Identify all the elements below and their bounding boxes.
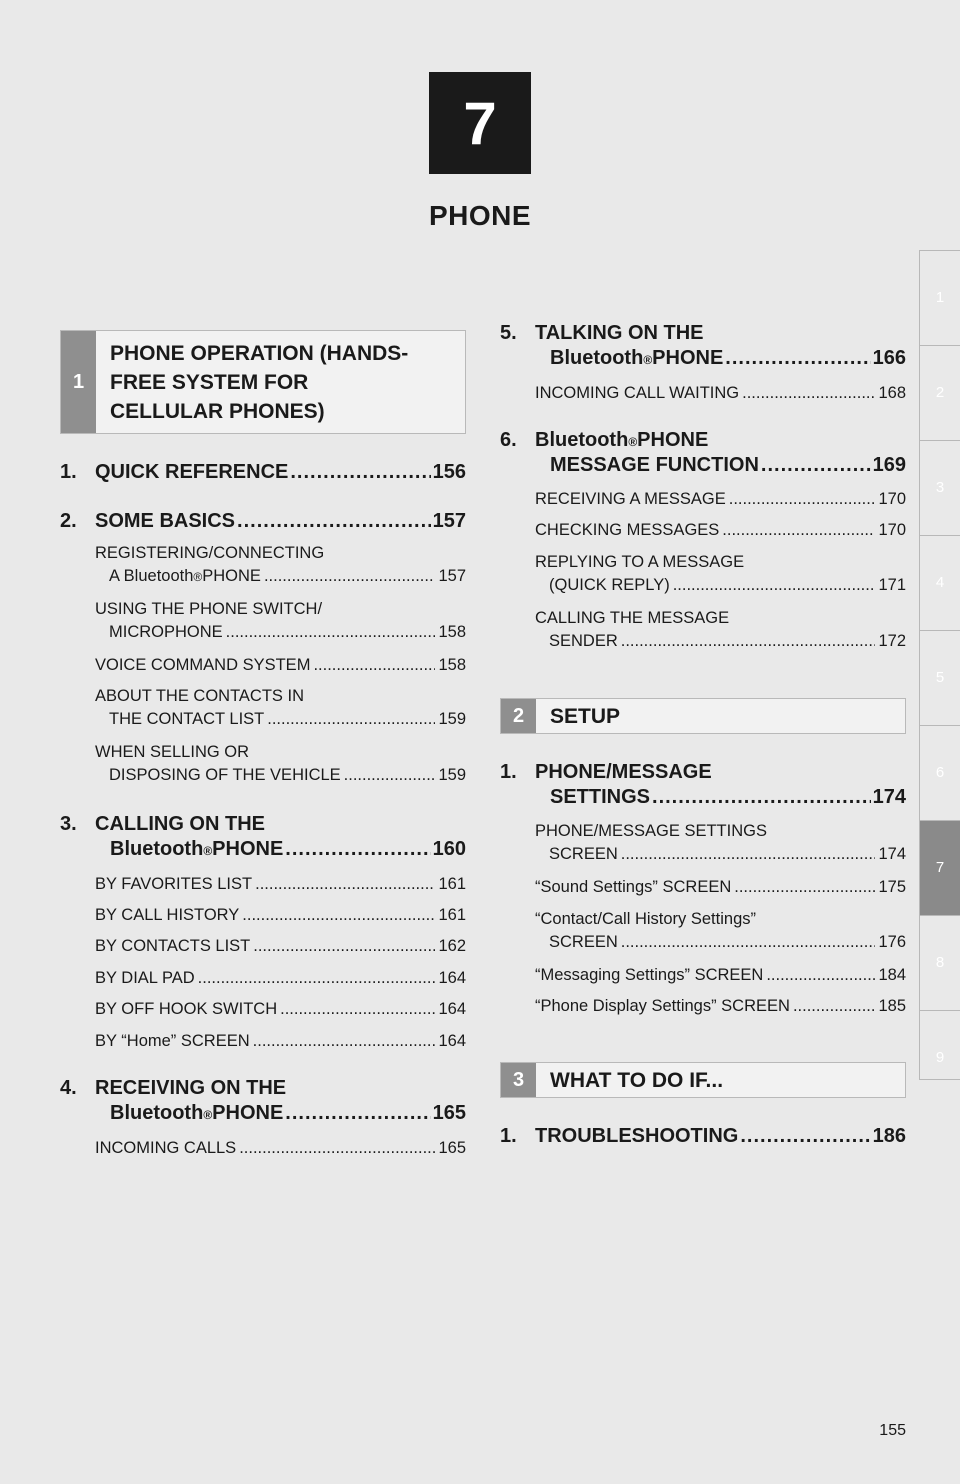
toc-sub-call-waiting[interactable]: INCOMING CALL WAITING ..... 168 bbox=[500, 384, 906, 403]
toc-sub-settings-screen[interactable]: PHONE/MESSAGE SETTINGS SCREEN ..... 174 bbox=[500, 822, 906, 864]
toc-entry-some-basics[interactable]: 2. SOME BASICS ..... 157 bbox=[60, 510, 466, 533]
section-title: PHONE OPERATION (HANDS- FREE SYSTEM FOR CELLULAR PHONES) bbox=[110, 341, 409, 423]
section-number: 3 bbox=[501, 1063, 536, 1097]
side-tab-7[interactable]: 7 bbox=[919, 820, 960, 915]
toc-sub-call-history[interactable]: BY CALL HISTORY ..... 161 bbox=[60, 906, 466, 925]
toc-sub-sound-settings[interactable]: “Sound Settings” SCREEN ..... 175 bbox=[500, 878, 906, 897]
section-title: WHAT TO DO IF... bbox=[550, 1068, 724, 1092]
toc-entry-quick-reference[interactable]: 1. QUICK REFERENCE ..... 156 bbox=[60, 461, 466, 484]
toc-sub-phone-switch[interactable]: USING THE PHONE SWITCH/ MICROPHONE ..... 158 bbox=[60, 600, 466, 642]
section-header-2[interactable] bbox=[500, 698, 906, 734]
toc-sub-contact-history-settings[interactable]: “Contact/Call History Settings” SCREEN ..... 176 bbox=[500, 910, 906, 952]
toc-sub-replying[interactable]: REPLYING TO A MESSAGE (QUICK REPLY) ..... 171 bbox=[500, 553, 906, 595]
toc-sub-phone-display-settings[interactable]: “Phone Display Settings” SCREEN ..... 185 bbox=[500, 997, 906, 1016]
toc-sub-calling-sender[interactable]: CALLING THE MESSAGE SENDER ..... 172 bbox=[500, 609, 906, 651]
toc-sub-contacts-list[interactable]: ABOUT THE CONTACTS IN THE CONTACT LIST ..... 159 bbox=[60, 687, 466, 729]
toc-sub-favorites[interactable]: BY FAVORITES LIST ..... 161 bbox=[60, 875, 466, 894]
toc-sub-selling-vehicle[interactable]: WHEN SELLING OR DISPOSING OF THE VEHICLE ..... 159 bbox=[60, 743, 466, 785]
toc-entry-troubleshooting[interactable]: 1. TROUBLESHOOTING ..... 186 bbox=[500, 1125, 906, 1148]
toc-sub-registering[interactable]: REGISTERING/CONNECTING A Bluetooth ® PHONE ..... 157 bbox=[60, 544, 466, 586]
page-number: 155 bbox=[879, 1422, 906, 1439]
side-tab-4[interactable]: 4 bbox=[919, 535, 960, 630]
section-title: SETUP bbox=[550, 704, 621, 728]
section-number: 2 bbox=[501, 699, 536, 733]
side-tab-1[interactable]: 1 bbox=[919, 250, 960, 345]
toc-entry-talking[interactable]: 5. TALKING ON THE Bluetooth ® PHONE ..... 166 bbox=[500, 322, 906, 370]
chapter-side-tabs bbox=[919, 250, 960, 1080]
chapter-number: 7 bbox=[463, 89, 497, 157]
side-tab-6[interactable]: 6 bbox=[919, 725, 960, 820]
side-tab-8[interactable]: 8 bbox=[919, 915, 960, 1010]
section-header-3[interactable] bbox=[500, 1062, 906, 1098]
side-tab-2[interactable]: 2 bbox=[919, 345, 960, 440]
chapter-number-box bbox=[429, 72, 531, 174]
toc-sub-contacts[interactable]: BY CONTACTS LIST ..... 162 bbox=[60, 937, 466, 956]
toc-sub-messaging-settings[interactable]: “Messaging Settings” SCREEN ..... 184 bbox=[500, 966, 906, 985]
toc-sub-incoming-calls[interactable]: INCOMING CALLS ..... 165 bbox=[60, 1139, 466, 1158]
toc-sub-receiving-message[interactable]: RECEIVING A MESSAGE ..... 170 bbox=[500, 490, 906, 509]
side-tab-3[interactable]: 3 bbox=[919, 440, 960, 535]
section-header-1[interactable] bbox=[60, 330, 466, 434]
toc-sub-voice-command[interactable]: VOICE COMMAND SYSTEM ..... 158 bbox=[60, 656, 466, 675]
toc-entry-phone-message-settings[interactable]: 1. PHONE/MESSAGE SETTINGS ..... 174 bbox=[500, 761, 906, 809]
toc-sub-checking-messages[interactable]: CHECKING MESSAGES ..... 170 bbox=[500, 521, 906, 540]
toc-entry-calling[interactable]: 3. CALLING ON THE Bluetooth ® PHONE ..... 160 bbox=[60, 813, 466, 861]
toc-entry-receiving[interactable]: 4. RECEIVING ON THE Bluetooth ® PHONE ..... 165 bbox=[60, 1077, 466, 1125]
toc-sub-off-hook[interactable]: BY OFF HOOK SWITCH ..... 164 bbox=[60, 1000, 466, 1019]
toc-sub-home-screen[interactable]: BY “Home” SCREEN ..... 164 bbox=[60, 1032, 466, 1051]
toc-entry-message-function[interactable]: 6. Bluetooth ® PHONE MESSAGE FUNCTION ..... 169 bbox=[500, 429, 906, 477]
section-number: 1 bbox=[61, 331, 96, 433]
side-tab-9[interactable]: 9 bbox=[919, 1010, 960, 1080]
chapter-title: PHONE bbox=[428, 200, 532, 231]
side-tab-5[interactable]: 5 bbox=[919, 630, 960, 725]
toc-sub-dial-pad[interactable]: BY DIAL PAD ..... 164 bbox=[60, 969, 466, 988]
